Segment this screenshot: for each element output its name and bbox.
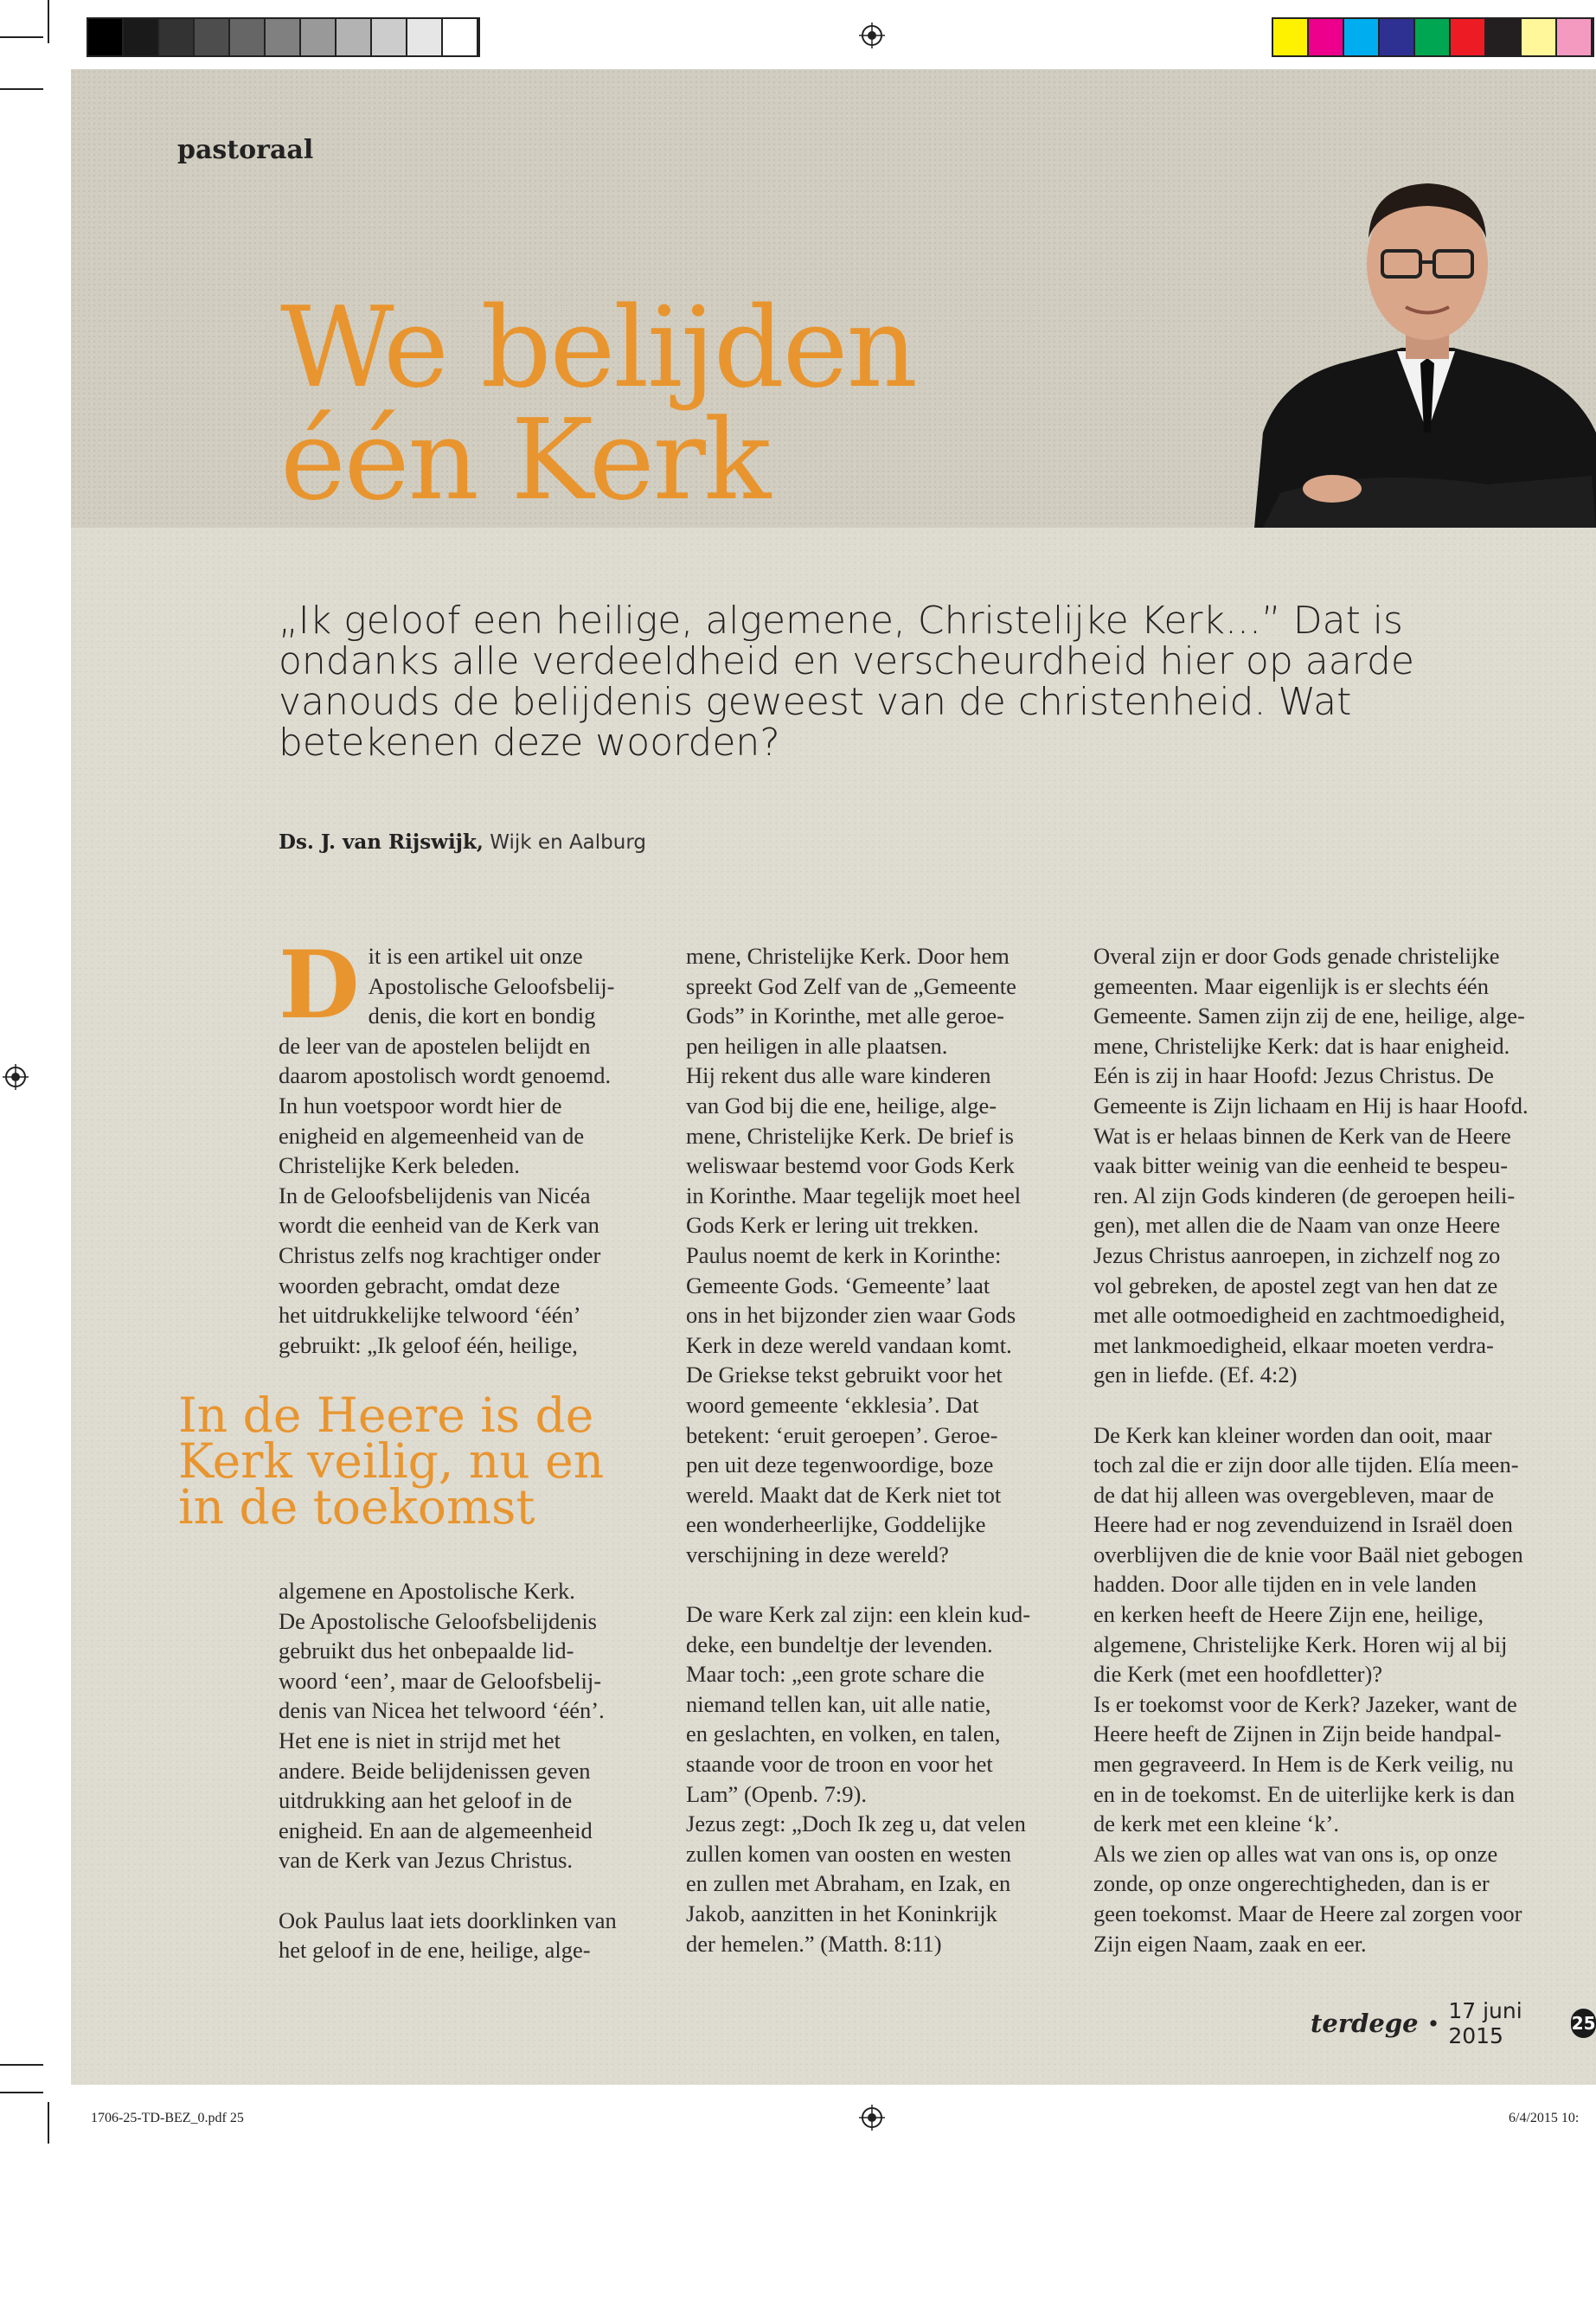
text-line: Zijn eigen Naam, zaak en eer. [1093,1930,1367,1957]
text-line: zullen komen van oosten en westen [686,1840,1012,1867]
text-line: overblijven die de knie voor Baäl niet gebogen [1093,1541,1523,1567]
text-line: deke, een bundeltje der levenden. [686,1631,993,1657]
text-line: In hun voetspoor wordt hier de [279,1092,562,1118]
text-line [1093,1390,1578,1420]
text-line: Gemeente is Zijn lichaam en Hij is haar Hoofd. [1093,1092,1529,1118]
text-line: Jakob, aanzitten in het Koninkrijk [686,1900,997,1926]
text-line: woorden gebracht, omdat deze [279,1272,561,1298]
article-title [280,284,916,525]
text-line: wordt die eenheid van de Kerk van [279,1212,599,1239]
page-footer [1311,1998,1596,2048]
registration-mark-icon [859,22,885,48]
pull-quote-line: in de toekomst [178,1479,535,1535]
text-line: enigheid. En aan de algemeenheid [279,1817,593,1843]
registration-mark-icon [3,1064,29,1090]
color-swatch [230,19,266,55]
text-line: andere. Beide belijdenissen geven [279,1757,591,1784]
text-line: en zullen met Abraham, en Izak, en [686,1870,1011,1897]
text-line: De Kerk kan kleiner worden dan ooit, maar [1093,1421,1492,1448]
text-line: woord ‘een’, maar de Geloofsbelij- [279,1667,602,1694]
color-swatch [1522,19,1557,55]
text-line: wereld. Maakt dat de Kerk niet tot [686,1481,1002,1508]
text-line: denis van Nicea het telwoord ‘één’. [279,1697,605,1724]
text-line: uitdrukking aan het geloof in de [279,1787,573,1814]
color-swatch [1344,19,1380,55]
text-line: het geloof in de ene, heilige, alge- [279,1937,591,1964]
text-line: met alle ootmoedigheid en zachtmoedigheid, [1093,1302,1506,1329]
author-portrait [1228,147,1596,528]
text-line: gen in liefde. (Ef. 4:2) [1093,1362,1298,1388]
text-line: niemand tellen kan, uit alle natie, [686,1690,991,1717]
byline [279,830,646,854]
text-line: Apostolische Geloofsbelij- [368,972,615,999]
section-label: pastoraal [177,135,314,165]
text-line: Is er toekomst voor de Kerk? Jazeker, want de [1093,1690,1517,1717]
page-number: 25 [1571,2009,1596,2038]
text-line: In de Geloofsbelijdenis van Nicéa [279,1182,591,1208]
text-line: Jezus Christus aanroepen, in zichzelf nog zo [1093,1241,1501,1268]
drop-cap: D [279,931,360,1040]
text-line: een wonderheerlijke, Goddelijke [686,1511,986,1538]
author-name: Ds. J. van Rijswijk, [279,830,484,854]
text-line: in Korinthe. Maar tegelijk moet heel [686,1182,1022,1208]
text-line: Heere heeft de Zijnen in Zijn beide handpal- [1093,1721,1502,1747]
text-line: Heere had er nog zevenduizend in Israël doen [1093,1511,1513,1538]
text-line: Gods Kerk er lering uit trekken. [686,1212,979,1239]
text-line: Hij rekent dus alle ware kinderen [686,1062,991,1089]
text-line [686,1569,1067,1599]
text-line: hadden. Door alle tijden en in vele landen [1093,1571,1477,1598]
color-swatch [407,19,443,55]
text-line: staande voor de troon en voor het [686,1751,993,1778]
color-swatch [337,19,372,55]
column-1-bottom [279,1576,659,1965]
gray-calibration-bar [87,17,480,57]
text-line: Wat is er helaas binnen de Kerk van de Heere [1093,1122,1511,1149]
text-line: men gegraveerd. In Hem is de Kerk veilig, nu [1093,1751,1514,1778]
text-line [279,1875,659,1906]
author-location: Wijk en Aalburg [490,831,646,854]
color-swatch [266,19,301,55]
crop-mark [0,2092,43,2093]
text-line: Gemeente. Samen zijn zij de ene, heilige, alge- [1093,1003,1525,1029]
color-swatch [88,19,124,55]
text-line: Jezus zegt: „Doch Ik zeg u, dat velen [686,1811,1026,1837]
text-line: geen toekomst. Maar de Heere zal zorgen voor [1093,1900,1522,1926]
crop-mark [48,0,49,43]
color-swatch [1451,19,1486,55]
text-line: van de Kerk van Jezus Christus. [279,1847,574,1874]
color-swatch [301,19,337,55]
color-swatch [1415,19,1451,55]
text-line: De Griekse tekst gebruikt voor het [686,1362,1003,1388]
pull-quote-line: In de Heere is de [178,1388,594,1443]
column-3 [1093,941,1578,1958]
text-line: gemeenten. Maar eigenlijk is er slechts één [1093,972,1489,999]
color-swatch [443,19,478,55]
text-line: der hemelen.” (Matth. 8:11) [686,1930,942,1957]
text-line: de kerk met een kleine ‘k’. [1093,1811,1340,1837]
text-line: Ook Paulus laat iets doorklinken van [279,1907,617,1933]
text-line: Gods” in Korinthe, met alle geroe- [686,1003,1004,1029]
pull-quote-line: Kerk veilig, nu en [178,1433,605,1489]
title-line: We belijden [280,284,916,413]
text-line: de dat hij alleen was overgebleven, maar de [1093,1481,1495,1508]
color-swatch [195,19,230,55]
text-line: woord gemeente ‘ekklesia’. Dat [686,1391,979,1418]
text-line: denis, die kort en bondig [368,1003,596,1029]
registration-mark-icon [859,2105,885,2131]
text-line: Maar toch: „een grote schare die [686,1661,985,1688]
color-swatch [1309,19,1344,55]
article-intro [279,600,1490,763]
text-line: pen uit deze tegenwoordige, boze [686,1452,994,1478]
text-line: vol gebreken, de apostel zegt van hen dat ze [1093,1272,1498,1298]
text-line: gebruikt: „Ik geloof één, heilige, [279,1331,578,1358]
text-line: verschijning in deze wereld? [686,1541,949,1567]
text-line: De ware Kerk zal zijn: een klein kud- [686,1601,1031,1628]
text-line: ren. Al zijn Gods kinderen (de geroepen heili- [1093,1182,1516,1208]
intro-line: ondanks alle verdeeldheid en verscheurdheid hier op aarde [279,639,1414,683]
text-line: het uitdrukkelijke telwoord ‘één’ [279,1302,581,1329]
column-1-top [279,931,659,1360]
text-line: enigheid en algemeenheid van de [279,1122,585,1149]
text-line: spreekt God Zelf van de „Gemeente [686,972,1016,999]
color-swatch [1380,19,1415,55]
text-line: Als we zien op alles wat van ons is, op onze [1093,1840,1498,1867]
crop-mark [0,88,43,90]
text-line: vaak bitter weinig van die eenheid te bespeu- [1093,1152,1509,1179]
text-line: algemene, Christelijke Kerk. Horen wij al bij [1093,1631,1508,1657]
pull-quote [178,1388,663,1535]
text-line: zonde, op onze ongerechtigheden, dan is er [1093,1870,1490,1897]
text-line: Kerk in deze wereld vandaan komt. [686,1331,1012,1358]
crop-mark [0,36,43,38]
text-line: die Kerk (met een hoofdletter)? [1093,1661,1383,1688]
text-line: toch zal die er zijn door alle tijden. Elía meen- [1093,1452,1519,1478]
magazine-page [71,69,1596,2085]
color-swatch [1486,19,1522,55]
text-line: de leer van de apostelen belijdt en [279,1032,591,1059]
text-line: Christelijke Kerk beleden. [279,1152,520,1179]
text-line: Christus zelfs nog krachtiger onder [279,1241,601,1268]
text-line: mene, Christelijke Kerk. Door hem [686,943,1010,969]
text-line: betekent: ‘eruit geroepen’. Geroe- [686,1421,998,1448]
text-line: Het ene is niet in strijd met het [279,1727,561,1753]
text-line: en in de toekomst. En de uiterlijke kerk is dan [1093,1780,1516,1807]
color-swatch [159,19,195,55]
text-line: ons in het bijzonder zien waar Gods [686,1302,1016,1329]
text-line: Overal zijn er door Gods genade christelijke [1093,943,1500,969]
slug-timestamp: 6/4/2015 10: [1509,2111,1580,2125]
text-line: Paulus noemt de kerk in Korinthe: [686,1241,1002,1268]
text-line: en kerken heeft de Heere Zijn ene, heilige, [1093,1601,1484,1628]
color-calibration-bar [1272,17,1594,57]
text-line: gen), met allen die de Naam van onze Heere [1093,1212,1501,1239]
intro-line: betekenen deze woorden? [279,721,780,765]
magazine-name: terdege [1311,2009,1419,2038]
issue-date: 17 juni 2015 [1448,1998,1522,2048]
text-line: weliswaar bestemd voor Gods Kerk [686,1152,1015,1179]
slug-filename: 1706-25-TD-BEZ_0.pdf 25 [91,2111,244,2125]
crop-mark [0,2064,43,2066]
text-line: algemene en Apostolische Kerk. [279,1578,575,1604]
text-line: en geslachten, en volken, en talen, [686,1721,1001,1747]
color-swatch [124,19,159,55]
text-line: Eén is zij in haar Hoofd: Jezus Christus. De [1093,1062,1494,1089]
crop-mark [48,2102,49,2144]
color-swatch [372,19,407,55]
text-line: it is een artikel uit onze [368,943,583,969]
text-line: met lankmoedigheid, elkaar moeten verdra- [1093,1331,1494,1358]
text-line: pen heiligen in alle plaatsen. [686,1032,948,1059]
text-line: gebruikt dus het onbepaalde lid- [279,1638,574,1664]
text-line: mene, Christelijke Kerk. De brief is [686,1122,1014,1149]
footer-bullet: • [1426,2010,1440,2036]
text-line: van God bij die ene, heilige, alge- [686,1092,997,1118]
color-swatch [1273,19,1309,55]
text-line: Gemeente Gods. ‘Gemeente’ laat [686,1272,990,1298]
intro-line: vanouds de belijdenis geweest van de christenheid. Wat [279,680,1352,724]
column-2 [686,941,1067,1958]
title-line: één Kerk [280,396,770,525]
color-swatch [1557,19,1593,55]
intro-line: „Ik geloof een heilige, algemene, Christelijke Kerk...” Dat is [279,599,1403,643]
text-line: mene, Christelijke Kerk: dat is haar enigheid. [1093,1032,1510,1059]
text-line: De Apostolische Geloofsbelijdenis [279,1607,597,1634]
text-line: daarom apostolisch wordt genoemd. [279,1062,612,1089]
text-line: Lam” (Openb. 7:9). [686,1780,867,1807]
